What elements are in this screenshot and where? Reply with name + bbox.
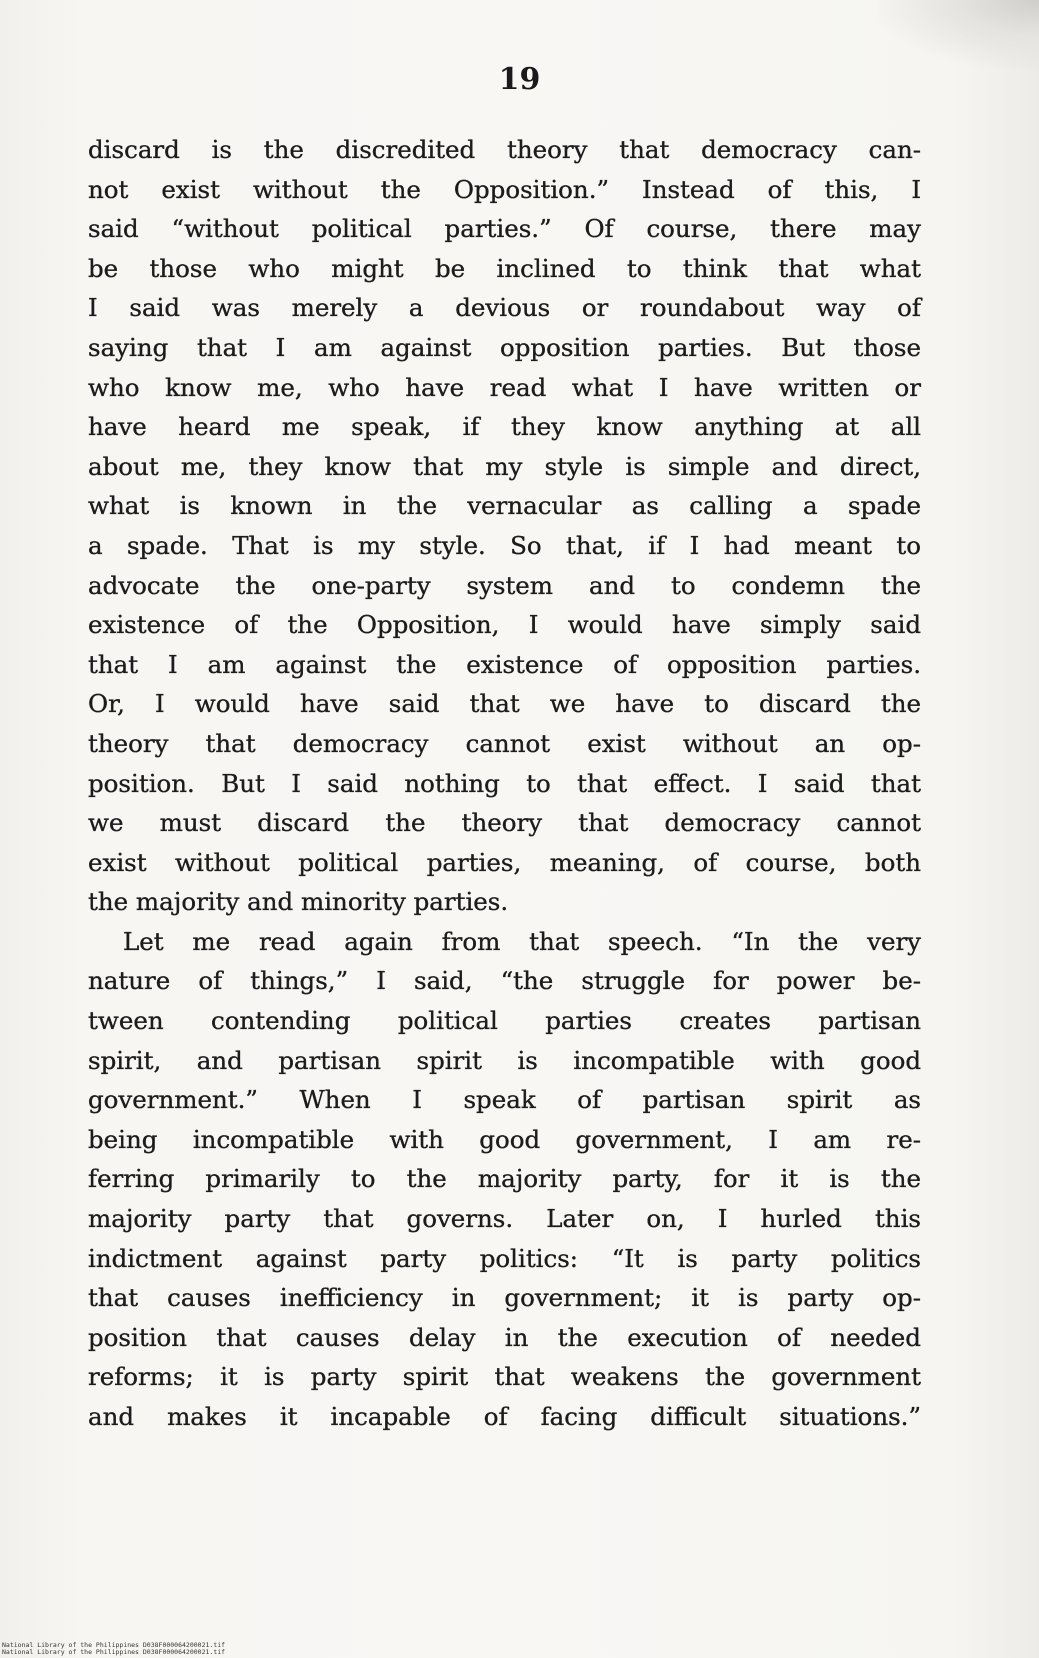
text-line: saying that I am against opposition parties. But those	[88, 332, 921, 362]
text-line: who know me, who have read what I have written or	[88, 372, 921, 402]
body-text	[88, 130, 921, 1437]
text-line: advocate the one-party system and to condemn the	[88, 570, 921, 600]
text-line: existence of the Opposition, I would have simply said	[88, 610, 921, 640]
text-line: reforms; it is party spirit that weakens the government	[88, 1362, 921, 1392]
text-line: discard is the discredited theory that democracy can-	[88, 135, 921, 164]
text-line: nature of things,” I said, “the struggle for power be-	[88, 966, 921, 996]
scan-footer	[2, 1642, 225, 1656]
footer-line: National Library of the Philippines D038F000064200021.tif	[2, 1648, 226, 1656]
text-line: Or, I would have said that we have to discard the	[88, 689, 921, 719]
text-line: and makes it incapable of facing difficult situations.”	[88, 1402, 921, 1431]
text-line: tween contending political parties creates partisan	[88, 1006, 921, 1036]
text-line: position. But I said nothing to that effect. I said that	[88, 768, 921, 798]
text-line: be those who might be inclined to think that what	[88, 253, 921, 283]
text-line: Let me read again from that speech. “In the very	[123, 926, 921, 956]
text-line: position that causes delay in the execution of needed	[88, 1322, 921, 1352]
text-line: indictment against party politics: “It is party politics	[88, 1243, 921, 1273]
scan-shadow	[879, 0, 1039, 70]
text-line: I said was merely a devious or roundabout way of	[88, 293, 921, 323]
page-number: 19	[498, 62, 541, 97]
text-line: spirit, and partisan spirit is incompatible with good	[88, 1045, 921, 1075]
text-line: that causes inefficiency in government; it is party op-	[88, 1283, 921, 1313]
text-line: exist without political parties, meaning, of course, both	[88, 847, 921, 877]
text-line: ferring primarily to the majority party, for it is the	[88, 1164, 921, 1194]
text-line: that I am against the existence of opposition parties.	[88, 649, 921, 679]
text-line: a spade. That is my style. So that, if I had meant to	[88, 530, 921, 560]
footer-line: National Library of the Philippines D038F000064200021.tif	[2, 1641, 226, 1649]
text-line: we must discard the theory that democracy cannot	[88, 808, 921, 838]
text-line: about me, they know that my style is simple and direct,	[88, 451, 921, 481]
text-line: have heard me speak, if they know anything at all	[88, 412, 921, 442]
text-line: being incompatible with good government, I am re-	[88, 1124, 921, 1154]
text-line: the majority and minority parties.	[88, 887, 509, 917]
text-line: not exist without the Opposition.” Instead of this, I	[88, 174, 921, 204]
text-line: government.” When I speak of partisan spirit as	[88, 1085, 921, 1115]
text-line: majority party that governs. Later on, I hurled this	[88, 1204, 921, 1234]
text-line: theory that democracy cannot exist without an op-	[88, 728, 921, 758]
text-line: what is known in the vernacular as calling a spade	[88, 491, 921, 521]
text-line: said “without political parties.” Of course, there may	[88, 214, 921, 244]
